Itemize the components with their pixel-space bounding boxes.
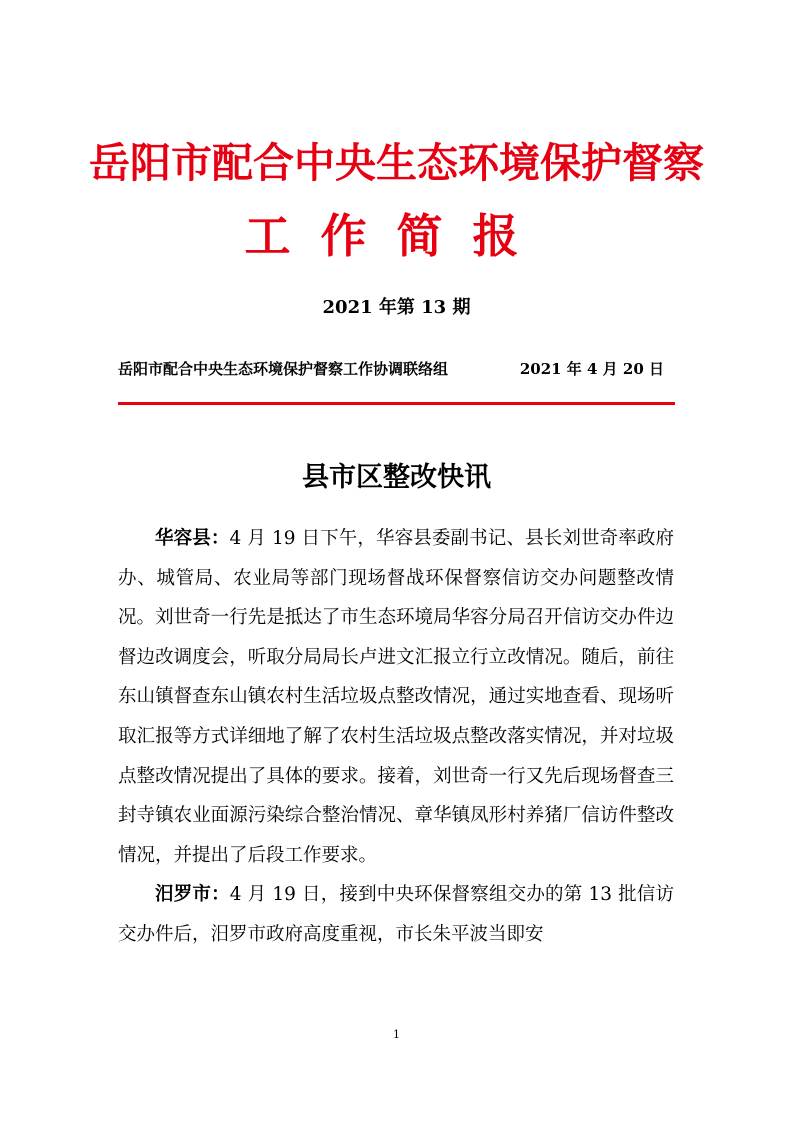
article-heading: 县市区整改快讯 xyxy=(302,462,491,493)
paragraph-text: 4 月 19 日，接到中央环保督察组交办的第 13 批信访交办件后，汨罗市政府高度重视，市长朱平波当即安 xyxy=(118,884,674,945)
bulletin-title-line2: 工作简报 xyxy=(244,209,549,263)
issuing-organization: 岳阳市配合中央生态环境保护督察工作协调联络组 xyxy=(118,360,449,378)
paragraph-lead: 汨罗市： xyxy=(155,884,230,906)
red-divider xyxy=(118,402,675,405)
masthead-meta xyxy=(118,358,678,380)
paragraph-lead: 华容县： xyxy=(155,528,230,549)
issue-number: 2021 年第 13 期 xyxy=(322,297,471,318)
issue-date: 2021 年 4 月 20 日 xyxy=(519,360,664,378)
page-number: 1 xyxy=(393,1028,400,1041)
bulletin-title-line1: 岳阳市配合中央生态环境保护督察 xyxy=(89,139,704,187)
paragraph-text: 4 月 19 日下午，华容县委副书记、县长刘世奇率政府办、城管局、农业局等部门现场督战环保督察信访交办问题整改情况。刘世奇一行先是抵达了市生态环境局华容分局召开信访交办件边督边改调度会，听取分局局长卢进文汇报立行立改情况。随后，前往东山镇督查东山镇农村生活垃圾点整改情况，通过实地查看、现场听取汇报等方式详细地了解了农村生活垃圾点整改落实情况，并对垃圾点整改情况提出了具体的要求。接着，刘世奇一行又先后现场督查三封寺镇农业面源污染综合整治情况、章华镇凤形村养猪厂信访件整改情况，并提出了后段工作要求。 xyxy=(118,528,674,866)
paragraph-huarong xyxy=(118,519,674,875)
paragraph-miluo xyxy=(118,875,674,954)
article-body xyxy=(118,519,674,955)
